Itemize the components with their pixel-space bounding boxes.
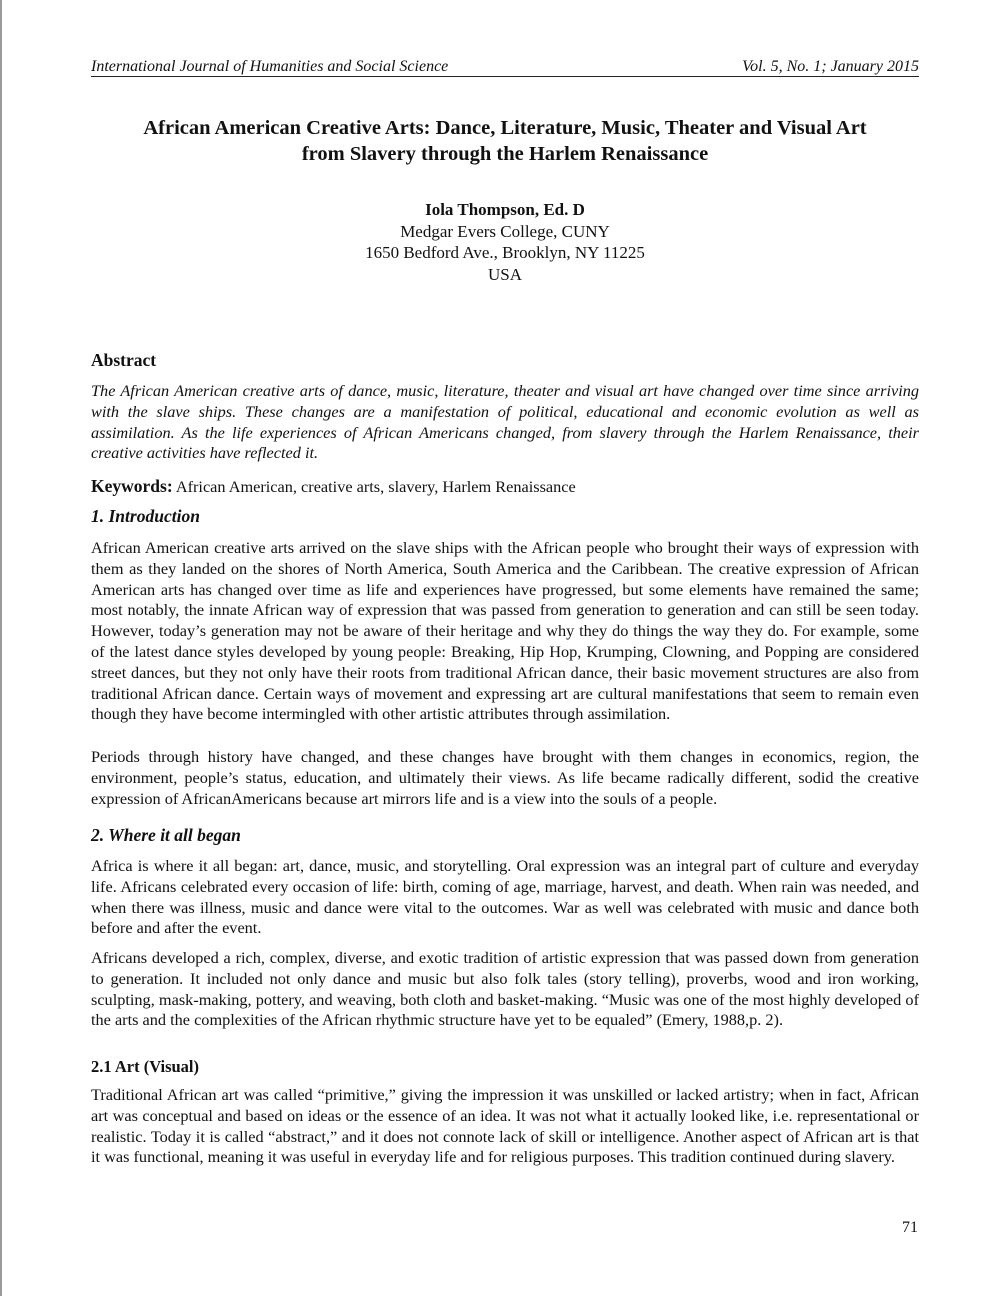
running-header: [91, 57, 919, 77]
keywords-label: Keywords:: [91, 476, 173, 496]
title-line: African American Creative Arts: Dance, Literature, Music, Theater and Visual Art: [143, 117, 867, 139]
title-line: from Slavery through the Harlem Renaissance: [301, 143, 709, 165]
paper-title: [91, 115, 919, 167]
author-country: USA: [487, 264, 522, 284]
page-number: 71: [902, 1219, 918, 1236]
section-heading: 1. Introduction: [91, 506, 200, 526]
paragraph: Africans developed a rich, complex, diverse, and exotic tradition of artistic expression that was passed down from generation to generation. It included not only dance and music but also folk tales (story telling), proverbs, wood and iron working, sculpting, mask-making, pottery, and weaving, both cloth and basket-making. “Music was one of the most highly developed of the arts and the complexities of the African rhythmic structure have yet to be equaled” (Emery, 1988,p. 2).: [91, 948, 919, 1030]
author-address: 1650 Bedford Ave., Brooklyn, NY 11225: [365, 243, 645, 262]
author-affiliation: Medgar Evers College, CUNY: [400, 221, 610, 241]
paragraph: Traditional African art was called “primitive,” giving the impression it was unskilled or lacked artistry; when in fact, African art was conceptual and based on ideas or the essence of an idea. It was not what it actually looked like, i.e. representational or realistic. Today it is called “abstract,” and it does not connote lack of skill or intelligence. Another aspect of African art is that it was functional, meaning it was useful in everyday life and for religious purposes. This tradition continued during slavery.: [91, 1085, 919, 1167]
section-heading: 2. Where it all began: [91, 825, 241, 845]
abstract-text: The African American creative arts of dance, music, literature, theater and visual art have changed over time since arriving with the slave ships. These changes are a manifestation of political, educational and economic evolution as well as assimilation. As the life experiences of African Americans changed, from slavery through the Harlem Renaissance, their creative activities have reflected it.: [91, 381, 919, 463]
abstract-heading: Abstract: [91, 350, 157, 370]
paragraph: Periods through history have changed, and these changes have brought with them changes in economics, region, the environment, people’s status, education, and ultimately their views. As life became radically different, sodid the creative expression of AfricanAmericans because art mirrors life and is a view into the souls of a people.: [91, 747, 919, 808]
paragraph: African American creative arts arrived on the slave ships with the African people who brought their ways of expression with them as they landed on the shores of North America, South America and the Caribbean. The creative expression of African American arts has changed over time as life and experiences have progressed, but some elements have remained the same; most notably, the innate African way of expression that was passed from generation to generation and can still be seen today. However, today’s generation may not be aware of their heritage and why they do things the way they do. For example, some of the latest dance styles developed by young people: Breaking, Hip Hop, Krumping, Clowning, and Popping are considered street dances, but they not only have their roots from traditional African dance, their basic movement structures are also from traditional African dance. Certain ways of movement and expressing art are cultural manifestations that seem to remain even though they have become intermingled with other artistic attributes through assimilation.: [91, 538, 919, 724]
keywords-text: African American, creative arts, slavery, Harlem Renaissance: [172, 477, 576, 496]
journal-name: International Journal of Humanities and Social Science: [91, 58, 449, 75]
subsection-heading: 2.1 Art (Visual): [91, 1057, 200, 1076]
paragraph: Africa is where it all began: art, dance, music, and storytelling. Oral expression was an integral part of culture and everyday life. Africans celebrated every occasion of life: birth, coming of age, marriage, harvest, and death. When rain was needed, and when there was illness, music and dance were vital to the outcomes. War as well was celebrated with music and dance both before and after the event.: [91, 856, 919, 938]
page-edge: [0, 0, 2, 1296]
issue-info: Vol. 5, No. 1; January 2015: [742, 58, 919, 75]
keywords: [91, 476, 919, 498]
author-name: Iola Thompson, Ed. D: [425, 200, 585, 219]
author-block: [91, 199, 919, 285]
